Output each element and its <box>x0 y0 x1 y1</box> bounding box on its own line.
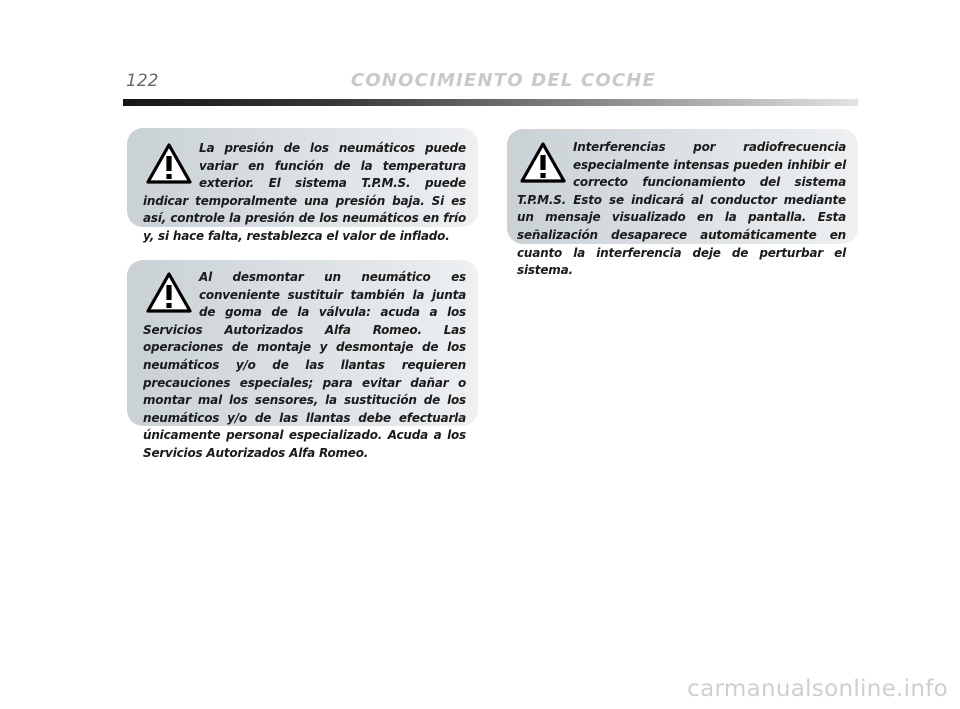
warning-box-tire-removal <box>127 260 478 460</box>
header-rule <box>123 99 858 106</box>
warning-box-radio-interference <box>507 129 858 278</box>
page-number: 122 <box>126 71 159 91</box>
warning-box-tire-pressure <box>127 128 478 243</box>
warning-text: Al desmontar un neumático es conveniente sustituir también la junta de goma de la válvula: acuda a los Servicios Autorizados Alfa Romeo. Las operaciones de montaje y desmontaje de los neumáticos y/o de las llantas requieren precauciones especiales; para evitar dañar o montar mal los sensores, la sustitución de los neumáticos y/o de las llantas debe efectuarla únicamente personal especializado. Acuda a los Servicios Autorizados Alfa Romeo. <box>143 270 466 460</box>
page-header-title: CONOCIMIENTO DEL COCHE <box>351 70 657 91</box>
warning-text: La presión de los neumáticos puede variar en función de la temperatura exterior. El sistema T.P.M.S. puede indicar temporalmente una presión baja. Si es así, controle la presión de los neumáticos en frío y, si hace falta, restablezca el valor de inflado. <box>143 141 466 243</box>
watermark: carmanualsonline.info <box>687 676 948 702</box>
warning-text: Interferencias por radiofrecuencia especialmente intensas pueden inhibir el correcto funcionamiento del sistema T.P.M.S. Esto se indicará al conductor mediante un mensaje visualizado en la pantalla. Esta señalización desaparece automáticamente en cuanto la interferencia deje de perturbar el sistema. <box>517 140 846 278</box>
